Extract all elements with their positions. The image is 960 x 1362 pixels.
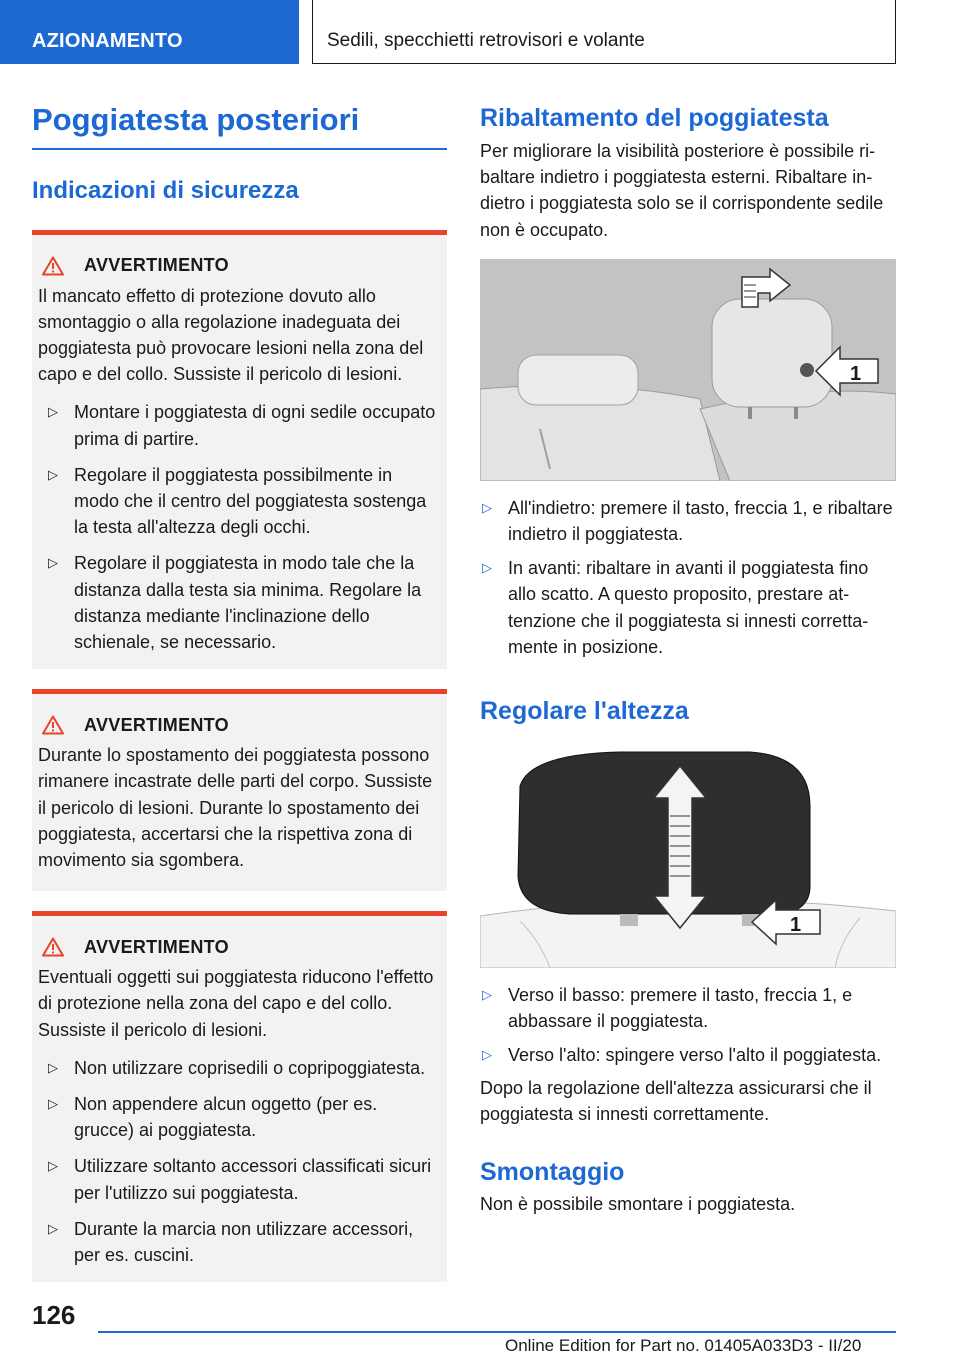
list-item: ▷ Regolare il poggiatesta possibilmente in modo che il centro del poggiatesta sostenga la testa all'altezza degli occhi. bbox=[38, 462, 439, 541]
footer-edition[interactable]: Online Edition for Part no. 01405A033D3 - II/20 bbox=[505, 1336, 862, 1355]
warning-list bbox=[38, 1055, 439, 1268]
list-item: ▷ Verso l'alto: spingere verso l'alto il poggiatesta. bbox=[480, 1042, 896, 1068]
triangle-right-icon: ▷ bbox=[48, 1158, 58, 1174]
list-item: ▷ All'indietro: premere il tasto, freccia 1, e ribaltare indietro il poggiatesta. bbox=[480, 495, 896, 547]
triangle-right-icon: ▷ bbox=[48, 1095, 58, 1111]
warning-text: Il mancato effetto di protezione dovuto allo smontaggio o alla regolazione inadeguata dei poggiatesta può provocare lesioni nella zona del capo e del collo. Sussiste il pericolo di lesioni. bbox=[38, 285, 424, 385]
warning-box bbox=[32, 911, 447, 1282]
triangle-right-icon: ▷ bbox=[48, 466, 58, 482]
fold-list bbox=[480, 495, 896, 660]
page-title: Poggiatesta posteriori bbox=[32, 102, 360, 137]
figure-callout: 1 bbox=[850, 362, 862, 385]
warning-triangle-icon bbox=[42, 937, 64, 957]
warning-label: AVVERTIMENTO bbox=[84, 255, 229, 275]
list-item: ▷ Regolare il poggiatesta in modo tale che la distanza dalla testa sia minima. Regolare la distanza mediante l'inclinazione dello schienale, se necessario. bbox=[38, 550, 439, 655]
triangle-right-icon: ▷ bbox=[48, 1220, 58, 1236]
warning-label: AVVERTIMENTO bbox=[84, 936, 229, 957]
warning-box bbox=[32, 689, 447, 891]
list-item: ▷ Montare i poggiatesta di ogni sedile occupato prima di partire. bbox=[38, 399, 439, 451]
section-tab[interactable]: AZIONAMENTO bbox=[0, 0, 299, 64]
removal-heading: Smontaggio bbox=[480, 1158, 625, 1187]
list-item: ▷ In avanti: ribaltare in avanti il poggiatesta fino allo scatto. A questo proposito, prestare attenzione che il poggiatesta si innesti correttamente in posizione. bbox=[480, 555, 896, 660]
warning-triangle-icon bbox=[42, 256, 64, 276]
list-item: ▷ Non utilizzare coprisedili o copripoggiatesta. bbox=[38, 1055, 439, 1081]
page-number: 126 bbox=[32, 1300, 76, 1330]
triangle-right-icon: ▷ bbox=[48, 404, 58, 420]
warning-text: Durante lo spostamento dei poggiatesta possono rimanere incastrate delle parti del corpo. Sussiste il pericolo di lesioni. Durante lo spostamento dei poggiatesta, accertarsi che la rispettiva zona di movimento sia sgombera. bbox=[38, 745, 433, 870]
warning-text: Eventuali oggetti sui poggiatesta riducono l'effetto di protezione nella zona del capo e del collo. Sussiste il pericolo di lesioni. bbox=[38, 967, 434, 1040]
triangle-right-icon: ▷ bbox=[482, 499, 492, 515]
removal-text: Non è possibile smontare i poggiatesta. bbox=[480, 1194, 796, 1215]
fold-heading: Ribaltamento del poggiatesta bbox=[480, 104, 829, 132]
left-column bbox=[32, 100, 447, 1282]
safety-subtitle: Indicazioni di sicurezza bbox=[32, 176, 299, 204]
list-item: ▷ Non appendere alcun oggetto (per es. grucce) ai poggiatesta. bbox=[38, 1091, 439, 1143]
right-column bbox=[480, 100, 896, 1217]
height-after-text: Dopo la regolazione dell'altezza assicurarsi che il poggiatesta si innesti correttamente. bbox=[480, 1077, 872, 1124]
warning-list bbox=[38, 399, 439, 655]
fold-text: Per migliorare la visibilità posteriore è possibile ribaltare indietro i poggiatesta esterni. Ribaltare indietro i poggiatesta solo se il corrispondente sedile non è occupato. bbox=[480, 141, 884, 240]
title-divider bbox=[32, 148, 447, 150]
chapter-title: Sedili, specchietti retrovisori e volante bbox=[312, 0, 896, 64]
warning-triangle-icon bbox=[42, 715, 64, 735]
headrest-height-figure bbox=[480, 746, 896, 968]
triangle-right-icon: ▷ bbox=[48, 555, 58, 571]
footer-divider bbox=[98, 1331, 896, 1333]
triangle-right-icon: ▷ bbox=[482, 560, 492, 576]
height-list bbox=[480, 982, 896, 1069]
height-heading: Regolare l'altezza bbox=[480, 697, 689, 726]
list-item: ▷ Verso il basso: premere il tasto, freccia 1, e abbassare il poggiatesta. bbox=[480, 982, 896, 1034]
triangle-right-icon: ▷ bbox=[482, 1047, 492, 1063]
figure-callout: 1 bbox=[790, 914, 802, 937]
triangle-right-icon: ▷ bbox=[48, 1059, 58, 1075]
headrest-fold-figure bbox=[480, 259, 896, 481]
warning-box bbox=[32, 230, 447, 670]
triangle-right-icon: ▷ bbox=[482, 987, 492, 1003]
warning-label: AVVERTIMENTO bbox=[84, 714, 229, 735]
list-item: ▷ Utilizzare soltanto accessori classificati sicuri per l'utilizzo sui poggiatesta. bbox=[38, 1153, 439, 1205]
list-item: ▷ Durante la marcia non utilizzare accessori, per es. cuscini. bbox=[38, 1216, 439, 1268]
